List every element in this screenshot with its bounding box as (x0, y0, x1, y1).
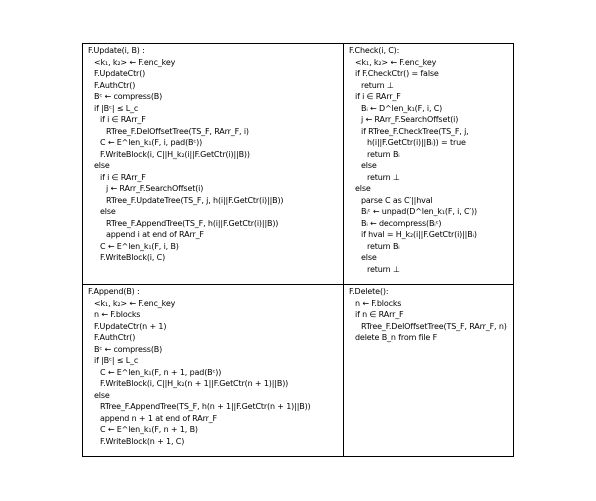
append-algorithm-box (83, 285, 344, 456)
update-line: append i at end of RArr_F (106, 230, 204, 239)
append-line: C ← E^len_k₁(F, n + 1, pad(Bᶜ)) (100, 367, 222, 377)
update-line: j ← RArr_F.SearchOffset(i) (106, 184, 204, 193)
update-algorithm-box (83, 44, 344, 285)
delete-line: delete B_n from file F (355, 333, 438, 342)
update-line: F.WriteBlock(i, C||H_k₂(i||F.GetCtr(i)||B)) (100, 149, 250, 159)
check-line: return Bᵢ (367, 241, 400, 251)
update-line: F.WriteBlock(i, C) (100, 253, 166, 262)
check-line: else (361, 253, 377, 262)
check-line: return ⊥ (361, 80, 394, 90)
append-line: F.UpdateCtr(n + 1) (94, 321, 167, 331)
append-line: <k₁, k₂> ← F.enc_key (94, 298, 176, 308)
check-line: else (355, 184, 371, 193)
update-line: else (100, 207, 116, 216)
check-line: Bᵢ ← decompress(Bᵢᶜ) (361, 218, 442, 228)
delete-algorithm-box (344, 285, 513, 456)
update-line: C ← E^len_k₁(F, i, pad(Bᶜ)) (100, 138, 203, 147)
append-line: else (94, 390, 110, 400)
append-line: F.WriteBlock(n + 1, C) (100, 436, 185, 446)
delete-line: F.Delete(): (349, 287, 389, 296)
update-line: RTree_F.UpdateTree(TS_F, j, h(i||F.GetCtr(i)||B)) (106, 195, 284, 205)
check-line: return Bᵢ (367, 149, 400, 159)
check-algorithm-box (344, 44, 513, 285)
check-line: if i ∈ RArr_F (355, 92, 401, 101)
append-line: F.WriteBlock(i, C||H_k₂(n + 1||F.GetCtr(n + 1)||B)) (100, 379, 289, 388)
update-line: F.AuthCtr() (94, 80, 136, 90)
check-line: if hval = H_k₂(i||F.GetCtr(i)||Bᵢ) (361, 230, 477, 239)
check-line: parse C as C′||hval (361, 195, 433, 205)
update-line: C ← E^len_k₁(F, i, B) (100, 241, 179, 251)
check-line: if RTree_F.CheckTree(TS_F, j, (361, 126, 469, 136)
update-line: if i ∈ RArr_F (100, 115, 146, 124)
check-line: Bᵢ ← D^len_k₁(F, i, C) (361, 103, 443, 113)
update-line: if i ∈ RArr_F (100, 172, 146, 182)
check-line: F.Check(i, C): (349, 46, 400, 55)
update-line: else (94, 161, 110, 170)
append-line: RTree_F.AppendTree(TS_F, h(n + 1||F.GetCtr(n + 1)||B)) (100, 402, 311, 411)
check-line: <k₁, k₂> ← F.enc_key (355, 57, 437, 67)
append-line: append n + 1 at end of RArr_F (100, 413, 218, 423)
append-line: F.AuthCtr() (94, 333, 136, 342)
check-line: else (361, 161, 377, 170)
update-line: Bᶜ ← compress(B) (94, 92, 163, 101)
check-line: h(i||F.GetCtr(i)||Bᵢ)) = true (367, 138, 466, 147)
check-line: if F.CheckCtr() = false (355, 69, 439, 78)
delete-line: RTree_F.DelOffsetTree(TS_F, RArr_F, n) (361, 321, 507, 331)
append-line: C ← E^len_k₁(F, n + 1, B) (100, 425, 198, 434)
append-line: if |Bᶜ| ≤ L_c (94, 356, 139, 365)
update-line: F.UpdateCtr() (94, 69, 146, 78)
check-line: Bᵢᶜ ← unpad(D^len_k₁(F, i, C′)) (361, 207, 478, 216)
append-line: Bᶜ ← compress(B) (94, 344, 163, 354)
append-line: F.Append(B) : (88, 287, 140, 296)
check-line: return ⊥ (367, 264, 400, 274)
delete-line: if n ∈ RArr_F (355, 310, 404, 319)
update-line: RTree_F.AppendTree(TS_F, h(i||F.GetCtr(i)||B)) (106, 218, 279, 228)
algorithm-figure (82, 43, 514, 457)
check-line: j ← RArr_F.SearchOffset(i) (361, 115, 459, 124)
delete-line: n ← F.blocks (355, 298, 402, 308)
check-line: return ⊥ (367, 172, 400, 182)
update-line: <k₁, k₂> ← F.enc_key (94, 57, 176, 67)
update-line: F.Update(i, B) : (88, 46, 145, 55)
update-line: RTree_F.DelOffsetTree(TS_F, RArr_F, i) (106, 126, 249, 136)
append-line: n ← F.blocks (94, 310, 141, 319)
update-line: if |Bᶜ| ≤ L_c (94, 103, 139, 113)
